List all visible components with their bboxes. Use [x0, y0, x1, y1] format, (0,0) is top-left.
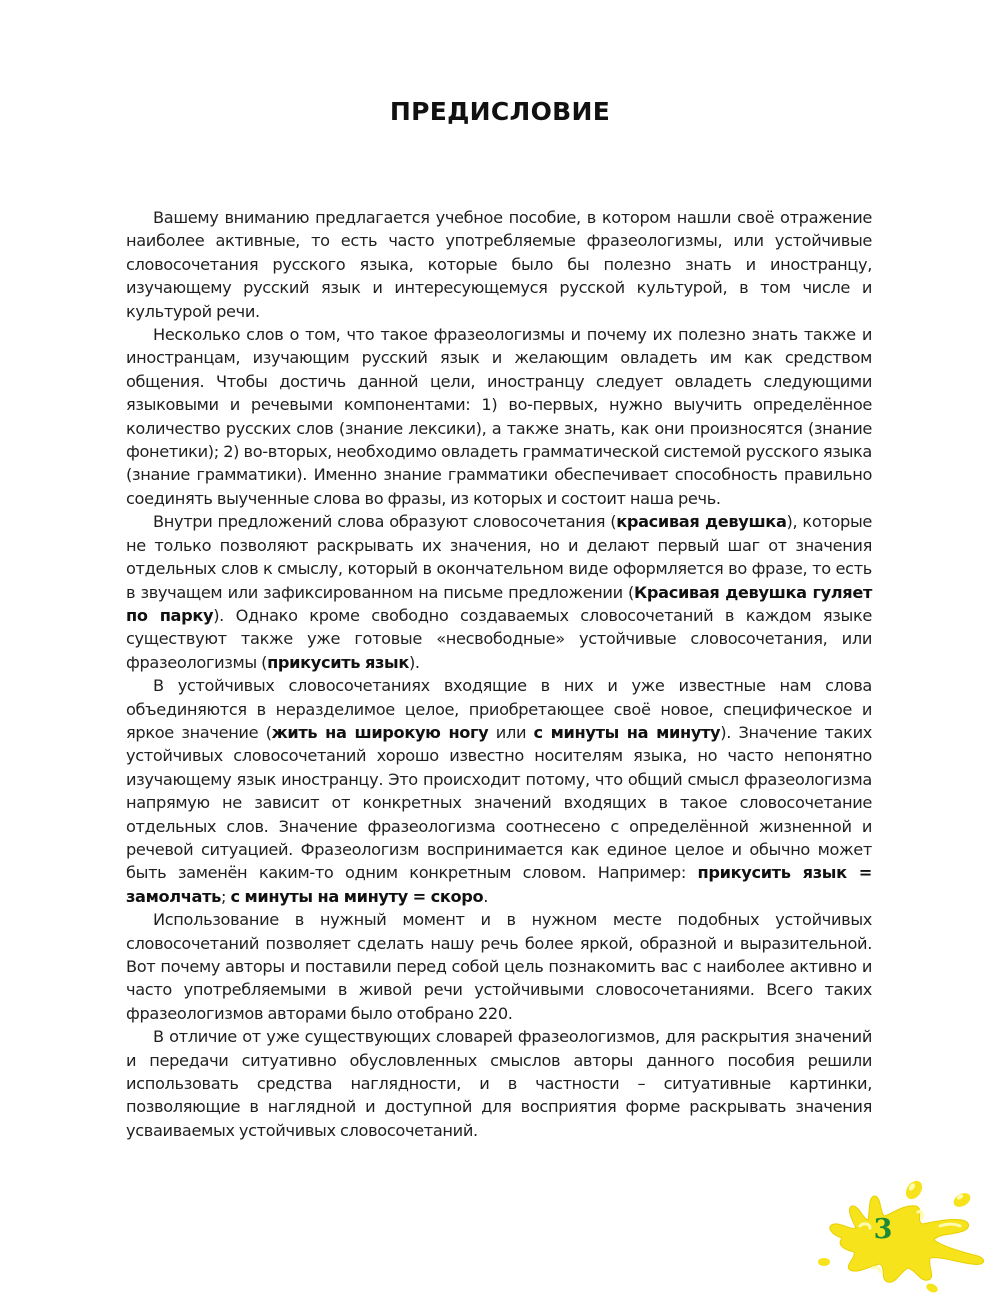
paragraph-2 — [126, 323, 872, 510]
paint-splash-icon — [812, 1176, 1000, 1296]
paragraph-4 — [126, 674, 872, 908]
paragraph-text: ). Однако кроме свободно создаваемых словосочетаний в каждом языке существуют также уже готовые «несвободные» устойчивые словосочетания, или фразеологизмы ( — [126, 605, 872, 672]
example-idiom: с минуты на минуту — [533, 722, 721, 742]
example-sentence: Красивая девушка гуляет по парку — [126, 582, 872, 625]
paragraph-text: ). — [408, 652, 420, 672]
page-number: 3 — [873, 1214, 893, 1245]
idiom-equivalence: с минуты на минуту = скоро — [230, 886, 484, 906]
paragraph-text: В устойчивых словосочетаниях входящие в них и уже известные нам слова объединяются в неразделимое целое, приобретающее своё новое, специфическое и яркое значение ( — [126, 676, 872, 742]
paragraph-3 — [126, 510, 872, 674]
paragraph-5 — [126, 908, 872, 1025]
paragraph-text: Использование в нужный момент и в нужном месте подобных устойчивых словосочетаний позволяет сделать нашу речь более яркой, образной и выразительной. Вот почему авторы и поставили перед собой цель познакомить вас с наиболее активно и часто употребляемыми в живой речи устойчивыми словосочетаниями. Всего таких фразеологизмов авторами было отобрано 220. — [126, 910, 872, 1023]
example-idiom: прикусить язык — [267, 652, 409, 672]
page-title: ПРЕДИСЛОВИЕ — [389, 96, 611, 126]
idiom-equivalence: прикусить язык = замолчать — [126, 863, 872, 906]
paragraph-text: ; — [221, 886, 231, 906]
paragraph-6 — [126, 1025, 872, 1142]
paragraph-text: В отличие от уже существующих словарей фразеологизмов, для раскрытия значений и передачи ситуативно обусловленных смыслов авторы данного пособия решили использовать средства наглядности, и в частности – ситуативные картинки, позволяющие в наглядной и доступной для восприятия форме раскрывать значения усваиваемых устойчивых словосочетаний. — [126, 1027, 872, 1140]
example-phrase: красивая девушка — [616, 512, 787, 532]
paragraph-text: или — [488, 722, 534, 742]
paragraph-text: ), которые не только позволяют раскрывать их значения, но и делают первый шаг от значения отдельных слов к смыслу, который в окончательном виде оформляется во фразе, то есть в звучащем или зафиксированном на письме предложении ( — [126, 512, 873, 602]
paragraph-text: Внутри предложений слова образуют словосочетания ( — [153, 512, 617, 532]
preface-body — [126, 206, 872, 1142]
paragraph-text: Вашему вниманию предлагается учебное пособие, в котором нашли своё отражение наиболее активные, то есть часто употребляемые фразеологизмы, или устойчивые словосочетания русского языка, которые было бы полезно знать и иностранцу, изучающему русский язык и интересующемуся русской культурой, в том числе и культурой речи. — [126, 208, 872, 321]
example-idiom: жить на широкую ногу — [271, 722, 489, 742]
paragraph-text: ). Значение таких устойчивых словосочетаний хорошо известно носителям языка, но часто непонятно изучающему язык иностранцу. Это происходит потому, что общий смысл фразеологизма напрямую не зависит от конкретных значений входящих в такое словосочетание отдельных слов. Значение фразеологизма соотнесено с определённой жизненной и речевой ситуацией. Фразеологизм воспринимается как единое целое и обычно может быть заменён каким-то одним конкретным словом. Например: — [126, 722, 872, 883]
paragraph-text: . — [483, 886, 489, 906]
paragraph-text: Несколько слов о том, что такое фразеологизмы и почему их полезно знать также и иностранцам, изучающим русский язык и желающим овладеть им как средством общения. Чтобы достичь данной цели, иностранцу следует овладеть следующими языковыми и речевыми компонентами: 1) во-первых, нужно выучить определённое количество русских слов (знание лексики), а также знать, как они произносятся (знание фонетики); 2) во-вторых, необходимо овладеть грамматической системой русского языка (знание грамматики). Именно знание грамматики обеспечивает способность правильно соединять выученные слова во фразы, из которых и состоит наша речь. — [126, 325, 872, 508]
paragraph-1 — [126, 206, 872, 323]
